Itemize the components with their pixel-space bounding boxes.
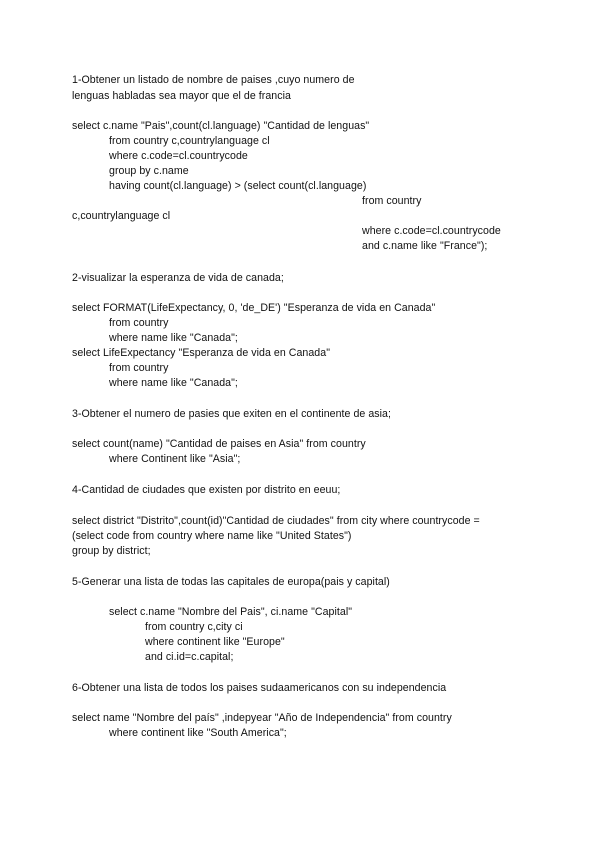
code-line: from country c,countrylanguage cl [109, 135, 270, 147]
code-line: group by district; [72, 545, 151, 557]
code-line: where continent like "South America"; [109, 727, 287, 739]
code-line: where continent like "Europe" [145, 636, 285, 648]
code-line: select FORMAT(LifeExpectancy, 0, 'de_DE') "Esperanza de vida en Canada" [72, 302, 436, 314]
code-line: select LifeExpectancy "Esperanza de vida en Canada" [72, 347, 331, 359]
code-line: where Continent like "Asia"; [109, 453, 241, 465]
heading-q6: 6-Obtener una lista de todos los paises sudaamericanos con su independencia [72, 682, 447, 694]
code-line: from country [362, 195, 422, 207]
code-line: from country [109, 362, 169, 374]
code-line: and ci.id=c.capital; [145, 651, 234, 663]
code-line: (select code from country where name like "United States") [72, 530, 352, 542]
code-line: having count(cl.language) > (select count(cl.language) [109, 180, 367, 192]
code-line: where name like "Canada"; [109, 332, 238, 344]
heading-q1-continued: lenguas habladas sea mayor que el de francia [72, 90, 291, 102]
code-line: c,countrylanguage cl [72, 210, 171, 222]
code-line: from country c,city ci [145, 621, 243, 633]
code-line: select count(name) "Cantidad de paises en Asia" from country [72, 438, 366, 450]
heading-q5: 5-Generar una lista de todas las capitales de europa(pais y capital) [72, 576, 390, 588]
code-line: select c.name "Pais",count(cl.language) "Cantidad de lenguas" [72, 120, 370, 132]
code-line: and c.name like "France"); [362, 240, 488, 252]
code-line: select name "Nombre del país" ,indepyear "Año de Independencia" from country [72, 712, 452, 724]
code-line: where name like "Canada"; [109, 377, 238, 389]
heading-q3: 3-Obtener el numero de pasies que exiten en el continente de asia; [72, 408, 391, 420]
heading-q4: 4-Cantidad de ciudades que existen por distrito en eeuu; [72, 484, 341, 496]
code-line: select district "Distrito",count(id)"Cantidad de ciudades" from city where countrycode = [72, 515, 480, 527]
code-line: select c.name "Nombre del Pais", ci.name "Capital" [109, 606, 353, 618]
code-line: group by c.name [109, 165, 189, 177]
heading-q1: 1-Obtener un listado de nombre de paises ,cuyo numero de [72, 74, 355, 86]
code-line: where c.code=cl.countrycode [362, 225, 501, 237]
code-line: from country [109, 317, 169, 329]
code-line: where c.code=cl.countrycode [109, 150, 248, 162]
heading-q2: 2-visualizar la esperanza de vida de canada; [72, 272, 284, 284]
